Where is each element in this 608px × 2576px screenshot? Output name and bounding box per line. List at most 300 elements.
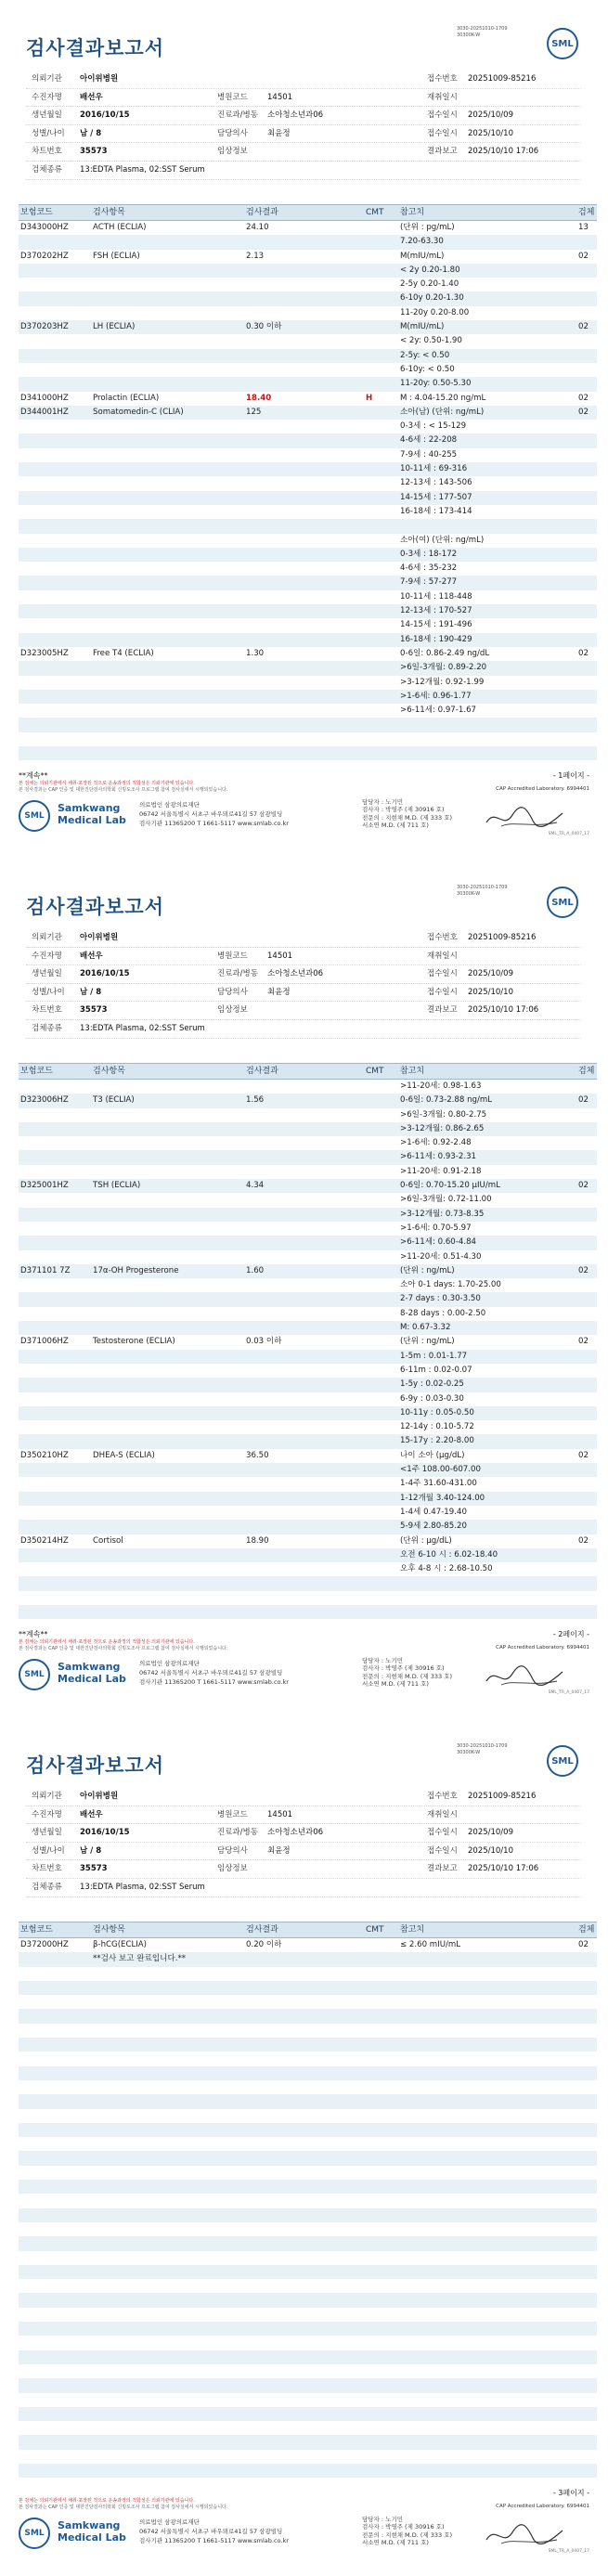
table-header: 보험코드 검사항목 검사결과 CMT 참고치 검체: [19, 204, 597, 221]
patient-header: [26, 929, 581, 1039]
signatories: 담당자 : 노기민 검사자 : 박영주 (제 30916 호) 전문의 : 지현채 M.D. (제 333 호) 서소연 M.D. (제 711 호): [362, 798, 453, 830]
table-row: [19, 2024, 597, 2038]
report-page-3: [0, 1717, 608, 2576]
samkwang-logo: SML Samkwang Medical Lab: [19, 2516, 130, 2547]
table-row: [19, 392, 597, 406]
table-row: [19, 235, 597, 249]
results-table: [19, 1922, 597, 2478]
specimen-notice: 본 검체는 의뢰기관에서 채취·포장된 것으로 운송과정의 적합성은 의뢰기관에 있습니다.: [19, 2498, 195, 2504]
table-row: [19, 2450, 597, 2464]
table-row: [19, 377, 597, 391]
test-result: 0.03 이하: [246, 1337, 282, 1347]
table-row: [19, 250, 597, 264]
reference-range: 0-3세 : 18-172: [400, 549, 458, 559]
header-row: 차트번호 35573 임상정보 결과보고 2025/10/10 17:06: [26, 143, 581, 162]
reference-range: 6-10y: < 0.50: [400, 364, 455, 374]
test-result: 0.20 이하: [246, 1940, 282, 1949]
header-row: 의뢰기관 아이위병원 접수번호 20251009-85216: [26, 1788, 581, 1806]
reference-range: 소아 0-1 days: 1.70-25.00: [400, 1280, 501, 1290]
table-row: [19, 1094, 597, 1107]
reference-range: 7.20-63.30: [400, 237, 444, 247]
reference-range: 소아(여) (단위: ng/mL): [400, 535, 485, 545]
test-result: 1.30: [246, 648, 265, 658]
specimen-notice: 본 검체는 의뢰기관에서 채취·포장된 것으로 운송과정의 적합성은 의뢰기관에 있습니다.: [19, 781, 195, 786]
table-row: [19, 519, 597, 533]
table-row: [19, 1562, 597, 1576]
reference-range: >11-20세: 0.51-4.30: [400, 1251, 482, 1262]
table-row: [19, 2180, 597, 2194]
table-row: [19, 1378, 597, 1392]
table-row: [19, 1350, 597, 1364]
report-title: 검사결과보고서: [26, 37, 165, 59]
test-result: 24.10: [246, 223, 269, 232]
table-row: [19, 1122, 597, 1136]
table-row: [19, 2094, 597, 2108]
table-row: [19, 448, 597, 462]
specimen-code: 02: [578, 648, 589, 658]
test-name: ACTH (ECLIA): [93, 223, 147, 232]
signature-icon: [483, 804, 566, 832]
table-row: [19, 604, 597, 618]
specimen-code: 02: [578, 393, 589, 403]
reference-range: 오전 6-10 시 : 6.02-18.40: [400, 1549, 498, 1560]
specimen-code: 02: [578, 1337, 589, 1347]
test-result: 18.90: [246, 1535, 269, 1546]
table-row: [19, 2293, 597, 2307]
reference-range: ≤ 2.60 mIU/mL: [400, 1940, 461, 1949]
table-row: [19, 2364, 597, 2378]
table-row: [19, 1364, 597, 1378]
header-row: 성별/나이 남 / 8 담당의사 최윤정 접수일시 2025/10/10: [26, 125, 581, 144]
header-row: 의뢰기관 아이위병원 접수번호 20251009-85216: [26, 71, 581, 89]
header-row: 성별/나이 남 / 8 담당의사 최윤정 접수일시 2025/10/10: [26, 1843, 581, 1861]
reference-range: >11-20세: 0.91-2.18: [400, 1166, 482, 1176]
reference-range: 11-20y 0.20-8.00: [400, 307, 470, 317]
continued-label: **계속**: [19, 771, 48, 780]
table-row: [19, 590, 597, 604]
reference-range: 11-20y: 0.50-5.30: [400, 379, 472, 389]
insurance-code: D344001HZ: [20, 407, 69, 417]
reference-range: 나이 소아 (µg/dL): [400, 1450, 465, 1460]
reference-range: M : 4.04-15.20 ng/mL: [400, 393, 486, 403]
insurance-code: D372000HZ: [20, 1940, 69, 1949]
table-row: [19, 2393, 597, 2407]
specimen-notice: 본 검체는 의뢰기관에서 채취·포장된 것으로 운송과정의 적합성은 의뢰기관에 있습니다.: [19, 1639, 195, 1645]
cap-accreditation: CAP Accredited Laboratory. 6994401: [496, 786, 589, 792]
table-row: [19, 676, 597, 690]
reference-range: 12-13세 : 170-527: [400, 606, 472, 616]
reference-range: 7-9세 : 57-277: [400, 577, 458, 588]
test-name: TSH (ECLIA): [93, 1181, 141, 1191]
table-body: [19, 1080, 597, 1619]
table-row: [19, 1406, 597, 1420]
reference-range: >1-6세: 0.92-2.48: [400, 1138, 472, 1148]
reference-range: (단위 : ng/mL): [400, 1265, 455, 1275]
table-row: [19, 1967, 597, 1981]
specimen-code: 02: [578, 1940, 589, 1949]
table-row: [19, 1605, 597, 1619]
insurance-code: D370202HZ: [20, 251, 69, 261]
table-header: 보험코드 검사항목 검사결과 CMT 참고치 검체: [19, 1063, 597, 1080]
sml-logo-icon: SML: [19, 2518, 50, 2549]
table-row: [19, 690, 597, 704]
table-row: [19, 633, 597, 647]
header-row: 수진자명 배선우 병원코드 14501 재취일시: [26, 948, 581, 966]
reference-range: (단위 : µg/dL): [400, 1535, 452, 1546]
specimen-code: 13: [578, 223, 589, 232]
reference-range: 2-5y 0.20-1.40: [400, 279, 459, 290]
document-number: 3030-20251010-1709 30300K-W: [457, 1743, 508, 1755]
table-row: [19, 1534, 597, 1548]
sml-logo-icon: SML: [547, 887, 578, 918]
reference-range: 0-6일: 0.86-2.49 ng/dL: [400, 648, 490, 658]
test-result: 1.56: [246, 1095, 265, 1106]
table-row: [19, 732, 597, 746]
reference-range: >3-12개월: 0.92-1.99: [400, 677, 485, 687]
accreditation-notice: 본 검사결과는 CAP 인증 및 대한진단검사의학회 신빙도조사 프로그램 참여 검사실에서 시행되었습니다.: [19, 2505, 228, 2510]
table-row: [19, 434, 597, 447]
form-number: SML_TR_A_0407_17: [548, 2549, 589, 2554]
samkwang-logo: SML Samkwang Medical Lab: [19, 1657, 130, 1689]
test-result: 18.40: [246, 393, 272, 403]
table-row: [19, 2166, 597, 2180]
reference-range: 0-3세 : < 15-129: [400, 421, 467, 432]
accreditation-notice: 본 검사결과는 CAP 인증 및 대한진단검사의학회 신빙도조사 프로그램 참여 검사실에서 시행되었습니다.: [19, 787, 228, 793]
signatories: 담당자 : 노기민 검사자 : 박영주 (제 30916 호) 전문의 : 지현채 M.D. (제 333 호) 서소연 M.D. (제 711 호): [362, 1657, 453, 1689]
cap-accreditation: CAP Accredited Laboratory. 6994401: [496, 2504, 589, 2509]
document-number: 3030-20251010-1709 30300K-W: [457, 885, 508, 897]
table-row: [19, 618, 597, 632]
header-row: 차트번호 35573 임상정보 결과보고 2025/10/10 17:06: [26, 1860, 581, 1879]
reference-range: 2-5y: < 0.50: [400, 350, 450, 360]
table-row: [19, 1952, 597, 1966]
insurance-code: D350210HZ: [20, 1450, 69, 1460]
insurance-code: D343000HZ: [20, 223, 69, 232]
report-title: 검사결과보고서: [26, 896, 165, 918]
specimen-code: 02: [578, 1181, 589, 1191]
table-row: [19, 2336, 597, 2349]
table-row: [19, 363, 597, 377]
reference-range: >3-12개월: 0.86-2.65: [400, 1123, 485, 1133]
specimen-code: 02: [578, 251, 589, 261]
samkwang-logo: SML Samkwang Medical Lab: [19, 798, 130, 830]
specimen-code: 02: [578, 1265, 589, 1275]
table-row: [19, 1165, 597, 1179]
result-flag: H: [366, 393, 373, 403]
header-row: 성별/나이 남 / 8 담당의사 최윤정 접수일시 2025/10/10: [26, 984, 581, 1003]
page-number: - 2페이지 -: [552, 1630, 589, 1638]
table-row: [19, 264, 597, 278]
reference-range: 1-4주 31.60-431.00: [400, 1479, 477, 1489]
table-row: [19, 746, 597, 760]
reference-range: 6-9y : 0.03-0.30: [400, 1393, 464, 1404]
table-row: [19, 1492, 597, 1506]
table-row: [19, 1236, 597, 1249]
reference-range: 5-9세 2.80-85.20: [400, 1521, 467, 1532]
table-row: [19, 2137, 597, 2151]
table-row: [19, 2464, 597, 2478]
table-row: [19, 2066, 597, 2080]
results-table: [19, 204, 597, 760]
table-row: [19, 562, 597, 576]
reference-range: 12-14y : 0.10-5.72: [400, 1422, 474, 1432]
table-row: [19, 1463, 597, 1477]
reference-range: (단위 : ng/mL): [400, 1337, 455, 1347]
report-title: 검사결과보고서: [26, 1754, 165, 1777]
reference-range: 6-10y 0.20-1.30: [400, 293, 464, 304]
header-row: 생년월일 2016/10/15 진료과/병동 소아청소년과06 접수일시 2025/10/09: [26, 1824, 581, 1843]
table-row: [19, 1108, 597, 1122]
reference-range: 1-12개월 3.40-124.00: [400, 1493, 485, 1503]
reference-range: 8-28 days : 0.00-2.50: [400, 1308, 486, 1318]
table-row: [19, 704, 597, 718]
reference-range: >6일-3개월: 0.89-2.20: [400, 663, 487, 673]
table-row: [19, 1222, 597, 1236]
table-row: [19, 505, 597, 519]
table-row: [19, 221, 597, 235]
reference-range: >6-11세: 0.60-4.84: [400, 1237, 477, 1248]
insurance-code: D370203HZ: [20, 322, 69, 332]
reference-range: 소아(남) (단위: ng/mL): [400, 407, 485, 417]
specimen-code: 02: [578, 1450, 589, 1460]
table-body: [19, 1938, 597, 2478]
table-row: [19, 534, 597, 548]
lab-address: 의료법인 삼광의료재단 06742 서울특별시 서초구 바우뫼로41길 57 삼광빌딩 검사기관 11365200 T 1661-5117 www.smlab.co.kr: [139, 2518, 289, 2544]
insurance-code: D323005HZ: [20, 648, 69, 658]
header-row: 수진자명 배선우 병원코드 14501 재취일시: [26, 1806, 581, 1825]
sml-logo-icon: SML: [547, 28, 578, 59]
table-row: [19, 1335, 597, 1349]
table-body: [19, 221, 597, 760]
table-row: [19, 2052, 597, 2065]
header-row: 생년월일 2016/10/15 진료과/병동 소아청소년과06 접수일시 2025/10/09: [26, 965, 581, 984]
table-row: [19, 349, 597, 363]
table-row: [19, 1449, 597, 1463]
table-row: [19, 1136, 597, 1150]
reference-range: 4-6세 : 35-232: [400, 563, 458, 574]
table-row: [19, 2009, 597, 2023]
insurance-code: D341000HZ: [20, 393, 69, 403]
results-table: [19, 1063, 597, 1619]
test-name: Prolactin (ECLIA): [93, 393, 160, 403]
table-row: [19, 1576, 597, 1590]
test-result: 36.50: [246, 1450, 269, 1460]
accreditation-notice: 본 검사결과는 CAP 인증 및 대한진단검사의학회 신빙도조사 프로그램 참여 검사실에서 시행되었습니다.: [19, 1646, 228, 1651]
table-row: [19, 2251, 597, 2265]
reference-range: 10-11세 : 118-448: [400, 591, 472, 602]
table-row: [19, 2194, 597, 2207]
sml-logo-icon: SML: [547, 1745, 578, 1777]
patient-header: [26, 71, 581, 180]
table-row: [19, 420, 597, 434]
header-row: 검체종류 13:EDTA Plasma, 02:SST Serum: [26, 1879, 581, 1897]
table-row: [19, 1981, 597, 1995]
table-row: [19, 462, 597, 476]
table-row: [19, 2322, 597, 2336]
table-row: [19, 2279, 597, 2293]
reference-range: 1-5y : 0.02-0.25: [400, 1379, 464, 1390]
reference-range: M: 0.67-3.32: [400, 1323, 451, 1333]
cap-accreditation: CAP Accredited Laboratory. 6994401: [496, 1645, 589, 1650]
test-name: Somatomedin-C (CLIA): [93, 407, 184, 417]
reference-range: >6-11세: 0.97-1.67: [400, 705, 477, 716]
table-row: [19, 2208, 597, 2222]
test-name: FSH (ECLIA): [93, 251, 140, 261]
test-name: Testosterone (ECLIA): [93, 1337, 175, 1347]
insurance-code: D371006HZ: [20, 1337, 69, 1347]
table-row: [19, 2222, 597, 2236]
signature-icon: [483, 1663, 566, 1690]
test-result: 0.30 이하: [246, 322, 282, 332]
table-row: [19, 1179, 597, 1193]
reference-range: >6-11세: 0.93-2.31: [400, 1152, 477, 1162]
reference-range: (단위 : pg/mL): [400, 223, 455, 232]
reference-range: 16-18세 : 173-414: [400, 506, 472, 516]
reference-range: < 2y 0.20-1.80: [400, 265, 460, 275]
sml-logo-icon: SML: [19, 1659, 50, 1690]
table-row: [19, 1520, 597, 1534]
page-number: - 1페이지 -: [552, 771, 589, 780]
test-name: 17α-OH Progesterone: [93, 1265, 179, 1275]
header-row: 수진자명 배선우 병원코드 14501 재취일시: [26, 89, 581, 108]
test-name: T3 (ECLIA): [93, 1095, 135, 1106]
signatories: 담당자 : 노기민 검사자 : 박영주 (제 30916 호) 전문의 : 지현채 M.D. (제 333 호) 서소연 M.D. (제 711 호): [362, 2516, 453, 2547]
reference-range: 6-11m : 0.02-0.07: [400, 1365, 472, 1375]
reference-range: 14-15세 : 177-507: [400, 492, 472, 502]
signature-icon: [483, 2521, 566, 2549]
reference-range: 4-6세 : 22-208: [400, 435, 458, 446]
reference-range: <1주 108.00-607.00: [400, 1465, 481, 1475]
table-row: [19, 1208, 597, 1222]
specimen-code: 02: [578, 322, 589, 332]
table-row: [19, 1506, 597, 1520]
table-row: [19, 278, 597, 291]
reference-range: 2-7 days : 0.30-3.50: [400, 1294, 481, 1304]
table-row: [19, 1548, 597, 1562]
test-name: Free T4 (ECLIA): [93, 648, 154, 658]
form-number: SML_TR_A_0407_17: [548, 1690, 589, 1695]
table-row: [19, 548, 597, 562]
reference-range: 12-13세 : 143-506: [400, 478, 472, 488]
table-row: [19, 1938, 597, 1952]
table-row: [19, 2350, 597, 2364]
table-row: [19, 576, 597, 589]
table-row: [19, 2236, 597, 2250]
reference-range: 16-18세 : 190-429: [400, 634, 472, 644]
table-row: [19, 661, 597, 675]
lab-address: 의료법인 삼광의료재단 06742 서울특별시 서초구 바우뫼로41길 57 삼광빌딩 검사기관 11365200 T 1661-5117 www.smlab.co.kr: [139, 1660, 289, 1686]
form-number: SML_TR_A_0407_17: [548, 832, 589, 836]
reference-range: 1-5m : 0.01-1.77: [400, 1351, 468, 1361]
table-row: [19, 1278, 597, 1292]
insurance-code: D371101 7Z: [20, 1265, 71, 1275]
table-row: [19, 1477, 597, 1491]
table-row: [19, 476, 597, 490]
test-result: 125: [246, 407, 262, 417]
table-row: [19, 320, 597, 334]
continued-label: **계속**: [19, 1630, 48, 1638]
reference-range: >6일-3개월: 0.72-11.00: [400, 1195, 492, 1205]
reference-range: 14-15세 : 191-496: [400, 620, 472, 630]
test-name: LH (ECLIA): [93, 322, 136, 332]
table-row: [19, 718, 597, 731]
page-number: - 3페이지 -: [552, 2489, 589, 2497]
header-row: 검체종류 13:EDTA Plasma, 02:SST Serum: [26, 162, 581, 180]
test-result: 4.34: [246, 1181, 265, 1191]
table-row: [19, 491, 597, 505]
insurance-code: D325001HZ: [20, 1181, 69, 1191]
table-row: [19, 1420, 597, 1434]
lab-address: 의료법인 삼광의료재단 06742 서울특별시 서초구 바우뫼로41길 57 삼광빌딩 검사기관 11365200 T 1661-5117 www.smlab.co.kr: [139, 801, 289, 827]
table-row: [19, 2308, 597, 2322]
specimen-code: 02: [578, 407, 589, 417]
table-header: 보험코드 검사항목 검사결과 CMT 참고치 검체: [19, 1922, 597, 1938]
reference-range: 오후 4-8 시 : 2.68-10.50: [400, 1564, 493, 1574]
specimen-code: 02: [578, 1535, 589, 1546]
test-name: DHEA-S (ECLIA): [93, 1450, 155, 1460]
table-row: [19, 2378, 597, 2392]
reference-range: M(mIU/mL): [400, 322, 445, 332]
table-row: [19, 2421, 597, 2435]
table-row: [19, 1292, 597, 1306]
test-name: β-hCG(ECLIA): [93, 1940, 148, 1949]
reference-range: 10-11세 : 69-316: [400, 464, 468, 474]
table-row: [19, 1321, 597, 1335]
table-row: [19, 2151, 597, 2165]
patient-header: [26, 1788, 581, 1897]
table-row: [19, 291, 597, 305]
table-row: [19, 2123, 597, 2137]
reference-range: 0-6일: 0.73-2.88 ng/mL: [400, 1095, 493, 1106]
test-result: 1.60: [246, 1265, 265, 1275]
report-page-2: [0, 859, 608, 1717]
test-result: 2.13: [246, 251, 265, 261]
table-row: [19, 334, 597, 348]
table-row: [19, 1250, 597, 1264]
table-row: [19, 2038, 597, 2052]
table-row: [19, 1150, 597, 1164]
table-row: [19, 1080, 597, 1094]
test-name: Cortisol: [93, 1535, 123, 1546]
header-row: 생년월일 2016/10/15 진료과/병동 소아청소년과06 접수일시 2025/10/09: [26, 107, 581, 125]
table-row: [19, 406, 597, 420]
table-row: [19, 2435, 597, 2449]
table-row: [19, 1193, 597, 1207]
insurance-code: D323006HZ: [20, 1095, 69, 1106]
specimen-code: 02: [578, 1095, 589, 1106]
reference-range: >3-12개월: 0.73-8.35: [400, 1209, 485, 1219]
reference-range: M(mIU/mL): [400, 251, 445, 261]
reference-range: >1-6세: 0.70-5.97: [400, 1223, 472, 1233]
table-row: [19, 1264, 597, 1278]
table-row: [19, 306, 597, 320]
test-name: **검사 보고 완료입니다.**: [93, 1954, 187, 1964]
table-row: [19, 1434, 597, 1448]
reference-range: 1-4세 0.47-19.40: [400, 1507, 467, 1517]
reference-range: 15-17y : 2.20-8.00: [400, 1436, 474, 1446]
reference-range: < 2y: 0.50-1.90: [400, 336, 462, 346]
header-row: 의뢰기관 아이위병원 접수번호 20251009-85216: [26, 929, 581, 948]
table-row: [19, 2265, 597, 2279]
table-row: [19, 1307, 597, 1321]
document-number: 3030-20251010-1709 30300K-W: [457, 26, 508, 38]
report-page-1: [0, 0, 608, 859]
table-row: [19, 647, 597, 661]
table-row: [19, 1392, 597, 1406]
insurance-code: D350214HZ: [20, 1535, 69, 1546]
table-row: [19, 2080, 597, 2094]
reference-range: 10-11y : 0.05-0.50: [400, 1407, 474, 1417]
